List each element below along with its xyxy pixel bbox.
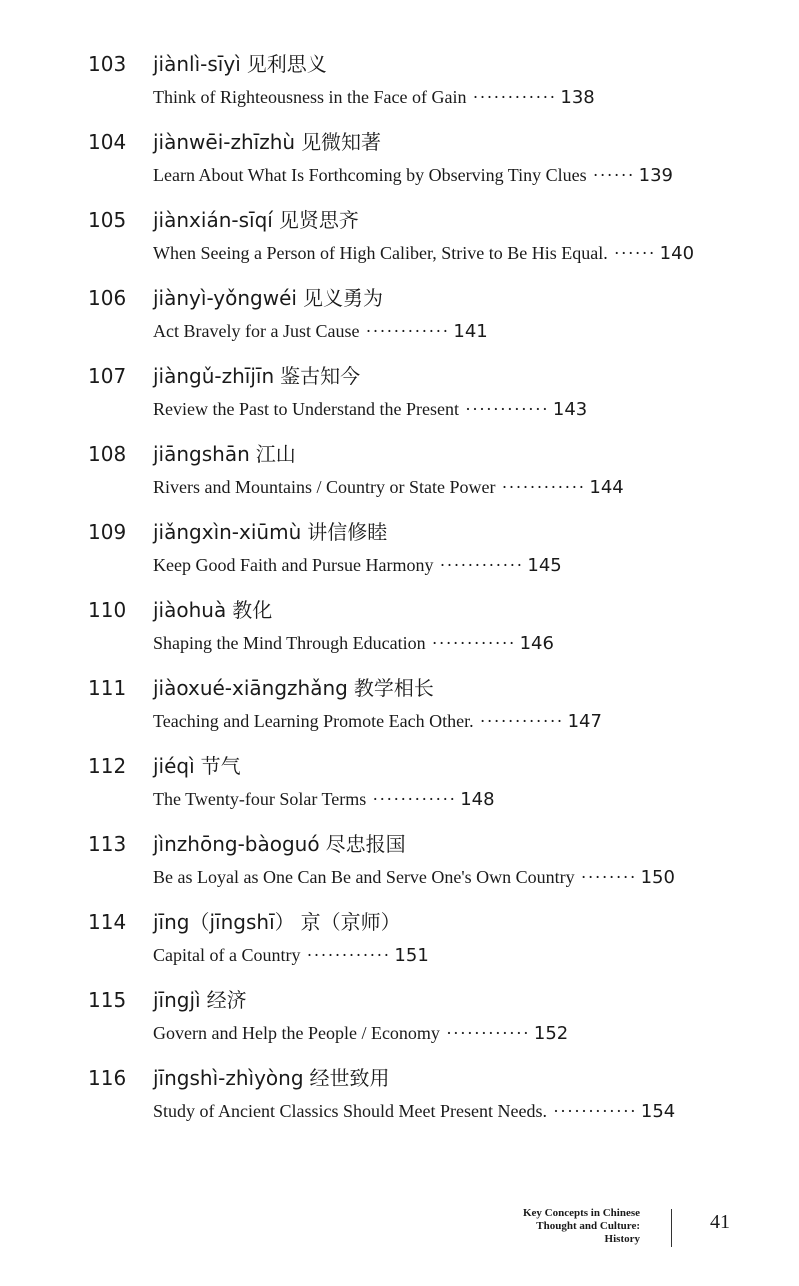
entry-pinyin: jiàoxué-xiāngzhǎng: [153, 676, 348, 700]
entry-heading: [153, 1065, 390, 1091]
entry-heading: [153, 675, 434, 701]
entry-pinyin: jìnzhōng-bàoguó: [153, 832, 320, 856]
leader-dots: ············: [439, 555, 524, 575]
leader-dots: ············: [472, 87, 557, 107]
entry-line: [153, 319, 488, 344]
page-footer: [470, 1205, 770, 1265]
entry-line: [153, 631, 554, 656]
toc-entry: [0, 597, 799, 669]
leader-dots: ············: [479, 711, 564, 731]
book-title: [440, 1207, 640, 1246]
entry-line: [153, 943, 429, 968]
entry-number: 113: [88, 832, 127, 856]
toc-entry: [0, 51, 799, 123]
toc-entry: [0, 207, 799, 279]
entry-chinese: 尽忠报国: [325, 832, 406, 856]
entry-pinyin: jiàngǔ-zhījīn: [153, 364, 275, 388]
entry-english: Govern and Help the People / Economy: [153, 1023, 440, 1043]
entry-heading: [153, 363, 360, 389]
entry-number: 106: [88, 286, 127, 310]
entry-pinyin: jiànwēi-zhīzhù: [153, 130, 296, 154]
entry-number: 114: [88, 910, 127, 934]
entry-number: 108: [88, 442, 127, 466]
entry-heading: [153, 753, 241, 779]
entry-line: [153, 397, 587, 422]
entry-page: 138: [560, 87, 595, 108]
entry-line: [153, 787, 495, 812]
entry-page: 139: [638, 165, 673, 186]
entry-heading: [153, 909, 401, 935]
entry-english: When Seeing a Person of High Caliber, Strive to Be His Equal.: [153, 243, 608, 263]
entry-english: Think of Righteousness in the Face of Gain: [153, 87, 467, 107]
entry-number: 112: [88, 754, 127, 778]
entry-pinyin: jiànyì-yǒngwéi: [153, 286, 297, 310]
entry-page: 148: [460, 789, 495, 810]
leader-dots: ············: [464, 399, 549, 419]
entry-page: 146: [519, 633, 554, 654]
entry-chinese: 京（京师）: [300, 910, 401, 934]
leader-dots: ············: [372, 789, 457, 809]
entry-english: The Twenty-four Solar Terms: [153, 789, 367, 809]
entry-heading: [153, 597, 272, 623]
leader-dots: ············: [431, 633, 516, 653]
entry-page: 154: [640, 1101, 676, 1122]
book-title-line: History: [604, 1233, 640, 1245]
leader-dots: ············: [306, 945, 391, 965]
entry-chinese: 教化: [232, 598, 273, 622]
entry-number: 110: [88, 598, 127, 622]
toc-entry: [0, 753, 799, 825]
entry-line: [153, 709, 602, 734]
entry-pinyin: jiànxián-sīqí: [153, 208, 273, 232]
entry-english: Rivers and Mountains / Country or State Power: [153, 477, 496, 497]
entry-line: [153, 553, 562, 578]
toc-entry: [0, 1065, 799, 1137]
entry-chinese: 鉴古知今: [280, 364, 361, 388]
leader-dots: ············: [501, 477, 586, 497]
toc-entry: [0, 831, 799, 903]
entry-heading: [153, 441, 296, 467]
entry-heading: [153, 207, 359, 233]
page-number: 41: [710, 1211, 730, 1233]
entry-page: 145: [527, 555, 562, 576]
entry-english: Act Bravely for a Just Cause: [153, 321, 360, 341]
entry-chinese: 见利思义: [246, 52, 327, 76]
leader-dots: ············: [552, 1101, 637, 1121]
entry-number: 104: [88, 130, 127, 154]
entry-page: 141: [453, 321, 488, 342]
toc-entry: [0, 987, 799, 1059]
entry-number: 115: [88, 988, 127, 1012]
leader-dots: ······: [613, 243, 656, 263]
entry-line: [153, 475, 624, 500]
toc-entry: [0, 363, 799, 435]
entry-number: 103: [88, 52, 127, 76]
entry-number: 116: [88, 1066, 127, 1090]
toc-entry: [0, 285, 799, 357]
entry-heading: [153, 519, 387, 545]
entry-page: 147: [567, 711, 602, 732]
book-title-line: Key Concepts in Chinese: [522, 1207, 640, 1219]
entry-pinyin: jīngjì: [153, 988, 201, 1012]
entry-english: Teaching and Learning Promote Each Other.: [153, 711, 474, 731]
entry-pinyin: jiāngshān: [153, 442, 250, 466]
entry-line: [153, 1099, 675, 1124]
entry-line: [153, 241, 694, 266]
entry-heading: [153, 51, 327, 77]
entry-chinese: 教学相长: [353, 676, 434, 700]
entry-heading: [153, 129, 381, 155]
entry-number: 109: [88, 520, 127, 544]
leader-dots: ············: [365, 321, 450, 341]
entry-heading: [153, 831, 406, 857]
book-title-line: Thought and Culture:: [536, 1220, 640, 1232]
entry-line: [153, 1021, 568, 1046]
entry-number: 111: [88, 676, 127, 700]
toc-entry: [0, 519, 799, 591]
leader-dots: ······: [592, 165, 635, 185]
entry-heading: [153, 987, 247, 1013]
entry-chinese: 见微知著: [301, 130, 382, 154]
toc-entry: [0, 441, 799, 513]
entry-pinyin: jiàohuà: [153, 598, 227, 622]
leader-dots: ········: [580, 867, 637, 887]
entry-chinese: 经济: [206, 988, 247, 1012]
entry-english: Keep Good Faith and Pursue Harmony: [153, 555, 434, 575]
entry-page: 144: [589, 477, 624, 498]
entry-chinese: 节气: [200, 754, 241, 778]
entry-pinyin: jiǎngxìn-xiūmù: [153, 520, 302, 544]
entry-line: [153, 865, 675, 890]
entry-chinese: 见义勇为: [302, 286, 383, 310]
entry-english: Review the Past to Understand the Present: [153, 399, 459, 419]
entry-english: Learn About What Is Forthcoming by Observing Tiny Clues: [153, 165, 587, 185]
entry-number: 107: [88, 364, 127, 388]
footer-divider: [671, 1209, 672, 1247]
entry-chinese: 讲信修睦: [307, 520, 388, 544]
entry-pinyin: jiànlì-sīyì: [153, 52, 241, 76]
toc-entry: [0, 675, 799, 747]
entry-page: 143: [552, 399, 588, 420]
toc-entry: [0, 129, 799, 201]
entry-english: Shaping the Mind Through Education: [153, 633, 426, 653]
entry-pinyin: jīng（jīngshī）: [153, 910, 295, 934]
entry-english: Be as Loyal as One Can Be and Serve One's Own Country: [153, 867, 575, 887]
entry-page: 152: [533, 1023, 569, 1044]
leader-dots: ············: [445, 1023, 530, 1043]
entry-page: 150: [640, 867, 675, 888]
toc-entry: [0, 909, 799, 981]
entry-number: 105: [88, 208, 127, 232]
entry-page: 151: [394, 945, 429, 966]
entry-heading: [153, 285, 383, 311]
entry-english: Study of Ancient Classics Should Meet Present Needs.: [153, 1101, 547, 1121]
entry-english: Capital of a Country: [153, 945, 301, 965]
entry-chinese: 见贤思齐: [278, 208, 359, 232]
entry-pinyin: jiéqì: [153, 754, 195, 778]
entry-line: [153, 85, 595, 110]
entry-chinese: 经世致用: [309, 1066, 390, 1090]
entry-page: 140: [659, 243, 695, 264]
entry-pinyin: jīngshì-zhìyòng: [153, 1066, 304, 1090]
entry-line: [153, 163, 673, 188]
entry-chinese: 江山: [255, 442, 296, 466]
